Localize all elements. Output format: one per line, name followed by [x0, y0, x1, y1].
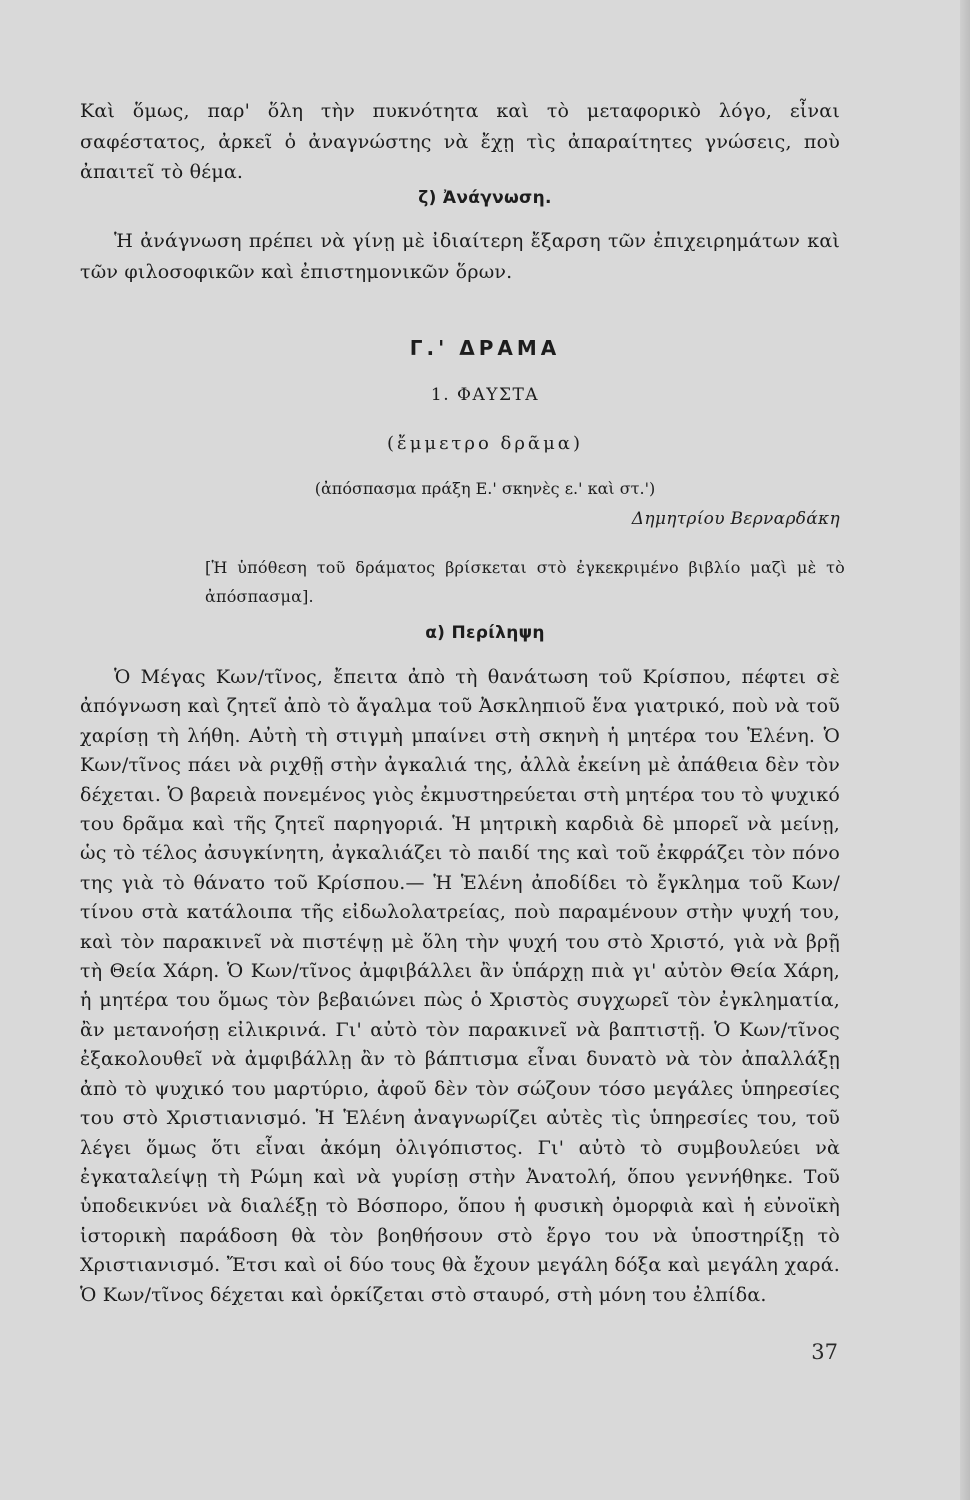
- page-edge: [960, 0, 970, 1500]
- work-title: 1. ΦΑΥΣΤΑ: [430, 385, 540, 405]
- intro-paragraph: [80, 96, 840, 188]
- editor-note: [205, 553, 845, 611]
- summary-text: Ὁ Μέγας Κων/τῖνος, ἔπειτα ἀπὸ τὴ θανάτωση τοῦ Κρίσπου, πέφτει σὲ ἀπόγνωση καὶ ζητεῖ ἀπὸ τὸ ἄγαλμα τοῦ Ἀσκληπιοῦ ἕνα γιατρικό, ποὺ νὰ τοῦ χαρίσῃ τὴ λήθη. Αὐτὴ τὴ στιγμὴ μπαίνει στὴ σκηνὴ ἡ μητέρα του Ἑλένη. Ὁ Κων/τῖνος πάει νὰ ριχθῇ στὴν ἀγκαλιά της, ἀλλὰ ἐκείνη μὲ ἀπάθεια δὲν τὸν δέχεται. Ὁ βαρειὰ πονεμένος γιὸς ἐκμυστηρεύεται στὴ μητέρα του τὸ ψυχικό του δρᾶμα καὶ τῆς ζητεῖ παρηγοριά. Ἡ μητρικὴ καρδιὰ δὲ μπορεῖ νὰ μείνῃ, ὡς τὸ τέλος ἀσυγκίνητη, ἀγκαλιάζει τὸ παιδί της καὶ τοῦ ἐκφράζει τὸν πόνο της γιὰ τὸ θάνατο τοῦ Κρίσπου.— Ἡ Ἑλένη ἀποδίδει τὸ ἔγκλημα τοῦ Κων/τίνου στὰ κατάλοιπα τῆς εἰδωλολατρείας, ποὺ παραμένουν στὴν ψυχή του, καὶ τὸν παρακινεῖ νὰ πιστέψῃ μὲ ὅλη τὴν ψυχή του στὸ Χριστό, γιὰ νὰ βρῇ τὴ Θεία Χάρη. Ὁ Κων/τῖνος ἀμφιβάλλει ἂν ὑπάρχῃ πιὰ γι' αὐτὸν Θεία Χάρη, ἡ μητέρα του ὅμως τὸν βεβαιώνει πὼς ὁ Χριστὸς συγχωρεῖ τὸν ἐγκληματία, ἂν μετανοήσῃ εἰλικρινά. Γι' αὐτὸ τὸν παρακινεῖ νὰ βαπτιστῇ. Ὁ Κων/τῖνος ἐξακολουθεῖ νὰ ἀμφιβάλλῃ ἂν τὸ βάπτισμα εἶναι δυνατὸ νὰ τὸν ἀπαλλάξῃ ἀπὸ τὸ ψυχικό του μαρτύριο, ἀφοῦ δὲν τὸν σώζουν τόσο μεγάλες ὑπηρεσίες του στὸ Χριστιανισμό. Ἡ Ἑλένη ἀναγνωρίζει αὐτὲς τὶς ὑπηρεσίες του, τοῦ λέγει ὅμως ὅτι εἶναι ἀκόμη ὀλιγόπιστος. Γι' αὐτὸ τὸ συμβουλεύει νὰ ἐγκαταλείψῃ τὴ Ρώμη καὶ νὰ γυρίσῃ στὴν Ἀνατολή, ὅπου γεννήθηκε. Τοῦ ὑποδεικνύει νὰ διαλέξῃ τὸ Βόσπορο, ὅπου ἡ φυσικὴ ὀμορφιὰ καὶ ἡ εὐνοϊκὴ ἱστορικὴ παράδοση θὰ τὸν βοηθήσουν στὸ ἔργο του νὰ ὑποστηρίξῃ τὸ Χριστιανισμό. Ἔτσι καὶ οἱ δύο τους θὰ ἔχουν μεγάλη δόξα καὶ μεγάλη χαρά. Ὁ Κων/τῖνος δέχεται καὶ ὁρκίζεται στὸ σταυρό, στὴ μόνη του ἐλπίδα.: [80, 666, 840, 1306]
- part-heading: Γ.' ΔΡΑΜΑ: [409, 336, 561, 360]
- section-a-heading: α) Περίληψη: [425, 623, 545, 643]
- work-subtitle: (ἔμμετρο δρᾶμα): [387, 433, 583, 454]
- section-z-heading: ζ) Ἀνάγνωση.: [418, 188, 552, 208]
- intro-text: Καὶ ὅμως, παρ' ὅλη τὴν πυκνότητα καὶ τὸ μεταφορικὸ λόγο, εἶναι σαφέστατος, ἀρκεῖ ὁ ἀναγνώστης νὰ ἔχῃ τὶς ἀπαραίτητες γνώσεις, ποὺ ἀπαιτεῖ τὸ θέμα.: [80, 100, 840, 183]
- editor-note-text: [Ἡ ὑπόθεση τοῦ δράματος βρίσκεται στὸ ἐγκεκριμένο βιβλίο μαζὶ μὲ τὸ ἀπόσπασμα].: [205, 558, 845, 606]
- excerpt-note: (ἀπόσπασμα πράξη Ε.' σκηνὲς ε.' καὶ στ.'): [314, 479, 656, 498]
- summary-paragraph: [80, 663, 840, 1310]
- reading-text: Ἡ ἀνάγνωση πρέπει νὰ γίνῃ μὲ ἰδιαίτερη ἔξαρση τῶν ἐπιχειρημάτων καὶ τῶν φιλοσοφικῶν καὶ ἐπιστημονικῶν ὅρων.: [80, 230, 840, 283]
- reading-paragraph: [80, 226, 840, 287]
- page-number: 37: [811, 1340, 838, 1364]
- author-name: Δημητρίου Βερναρδάκη: [631, 509, 840, 529]
